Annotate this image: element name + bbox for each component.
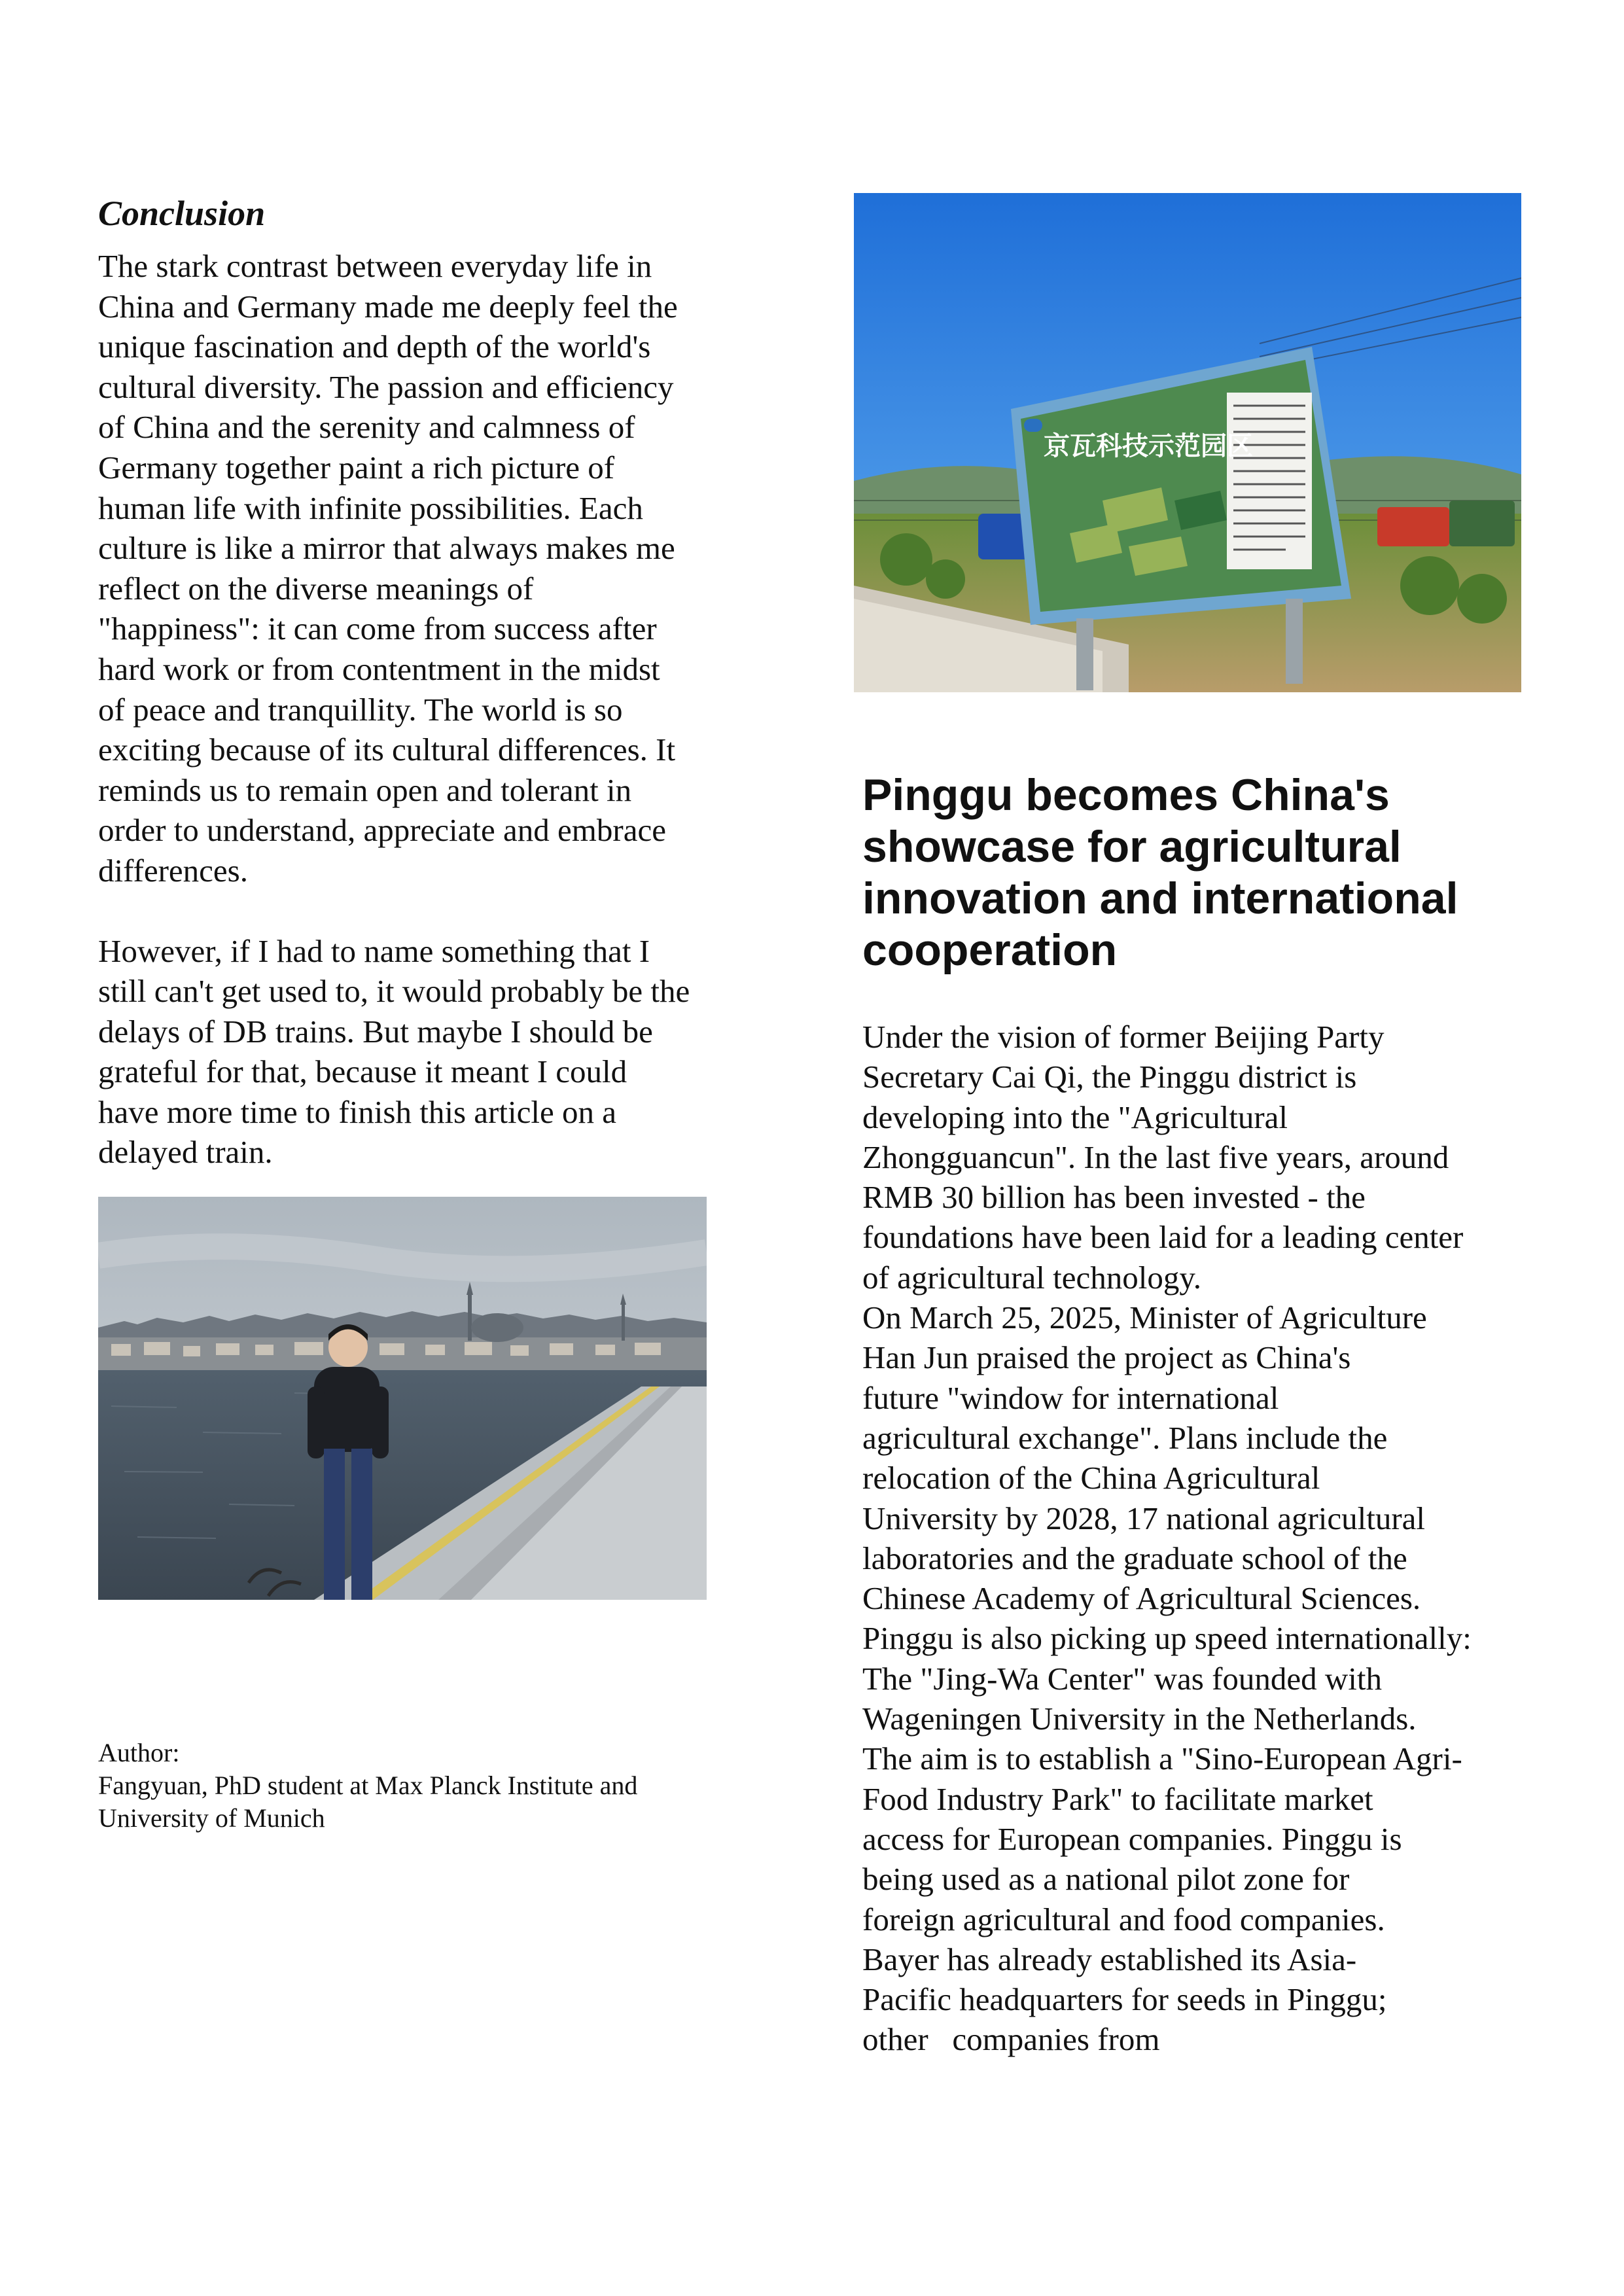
text-line: of China and the serenity and calmness of bbox=[98, 409, 635, 446]
text-line: developing into the "Agricultural bbox=[862, 1099, 1288, 1135]
text-line: future "window for international bbox=[862, 1379, 1279, 1416]
author-line: University of Munich bbox=[98, 1803, 325, 1833]
text-line: University by 2028, 17 national agricultural bbox=[862, 1500, 1426, 1536]
text-line: foreign agricultural and food companies. bbox=[862, 1901, 1385, 1937]
sign-title: 京瓦科技示范园区 bbox=[1044, 431, 1253, 461]
headline-line: showcase for agricultural bbox=[862, 822, 1402, 872]
text-line: laboratories and the graduate school of the bbox=[862, 1540, 1407, 1576]
text-line: differences. bbox=[98, 852, 248, 889]
conclusion-paragraph-2 bbox=[98, 931, 772, 1173]
text-line: Pacific headquarters for seeds in Pinggu; bbox=[862, 1981, 1387, 2018]
conclusion-heading: Conclusion bbox=[98, 194, 266, 233]
text-line: The stark contrast between everyday life in bbox=[98, 248, 652, 284]
text-line: relocation of the China Agricultural bbox=[862, 1460, 1320, 1496]
text-line: reminds us to remain open and tolerant in bbox=[98, 771, 632, 808]
text-line: agricultural exchange". Plans include the bbox=[862, 1419, 1388, 1456]
author-credit bbox=[98, 1737, 792, 1835]
author-line: Fangyuan, PhD student at Max Planck Institute and bbox=[98, 1771, 638, 1800]
agriculture-park-image bbox=[854, 193, 1521, 692]
author-photo bbox=[98, 1197, 707, 1600]
text-line: have more time to finish this article on a bbox=[98, 1093, 616, 1130]
article-headline bbox=[862, 769, 1556, 976]
text-line: culture is like a mirror that always makes me bbox=[98, 530, 675, 567]
conclusion-paragraph-1 bbox=[98, 246, 772, 891]
headline-line: innovation and international bbox=[862, 874, 1458, 923]
text-line: delays of DB trains. But maybe I should be bbox=[98, 1013, 653, 1050]
text-line: cultural diversity. The passion and efficiency bbox=[98, 368, 674, 405]
text-line: Bayer has already established its Asia- bbox=[862, 1941, 1357, 1977]
author-label: Author: bbox=[98, 1738, 180, 1767]
text-line: unique fascination and depth of the world's bbox=[98, 328, 651, 365]
text-line: Chinese Academy of Agricultural Sciences. bbox=[862, 1580, 1421, 1617]
article-body bbox=[862, 1017, 1556, 2060]
agriculture-park-photo bbox=[854, 193, 1521, 692]
text-line: access for European companies. Pinggu is bbox=[862, 1820, 1402, 1857]
conclusion-section bbox=[98, 190, 772, 1173]
text-line: hard work or from contentment in the midst bbox=[98, 650, 660, 687]
text-line: "happiness": it can come from success after bbox=[98, 610, 657, 647]
text-line: Under the vision of former Beijing Party bbox=[862, 1019, 1385, 1055]
text-line: China and Germany made me deeply feel the bbox=[98, 288, 678, 325]
headline-line: Pinggu becomes China's bbox=[862, 770, 1390, 820]
text-line: still can't get used to, it would probably be the bbox=[98, 973, 690, 1010]
text-line: order to understand, appreciate and embrace bbox=[98, 812, 666, 849]
text-line: exciting because of its cultural differences. It bbox=[98, 732, 676, 768]
text-line: delayed train. bbox=[98, 1134, 273, 1171]
text-line: Pinggu is also picking up speed internationally: bbox=[862, 1620, 1472, 1657]
text-line: Secretary Cai Qi, the Pinggu district is bbox=[862, 1059, 1357, 1095]
text-line: other companies from bbox=[862, 2021, 1160, 2058]
text-line: Zhongguancun". In the last five years, around bbox=[862, 1139, 1449, 1175]
text-line: human life with infinite possibilities. Each bbox=[98, 489, 643, 526]
text-line: reflect on the diverse meanings of bbox=[98, 570, 534, 607]
text-line: Wageningen University in the Netherlands. bbox=[862, 1701, 1417, 1737]
paragraph-gap bbox=[98, 891, 772, 931]
author-photo-image bbox=[98, 1197, 707, 1600]
text-line: However, if I had to name something that I bbox=[98, 932, 650, 969]
text-line: RMB 30 billion has been invested - the bbox=[862, 1179, 1366, 1216]
text-line: On March 25, 2025, Minister of Agriculture bbox=[862, 1299, 1427, 1336]
text-line: grateful for that, because it meant I could bbox=[98, 1053, 627, 1090]
headline-line: cooperation bbox=[862, 925, 1118, 975]
text-line: Han Jun praised the project as China's bbox=[862, 1339, 1351, 1376]
text-line: being used as a national pilot zone for bbox=[862, 1861, 1350, 1898]
text-line: The "Jing-Wa Center" was founded with bbox=[862, 1660, 1383, 1697]
text-line: foundations have been laid for a leading center bbox=[862, 1219, 1464, 1256]
text-line: of agricultural technology. bbox=[862, 1259, 1201, 1296]
text-line: Germany together paint a rich picture of bbox=[98, 449, 615, 486]
text-line: Food Industry Park" to facilitate market bbox=[862, 1780, 1373, 1817]
text-line: The aim is to establish a "Sino-European Agri- bbox=[862, 1740, 1462, 1777]
text-line: of peace and tranquillity. The world is so bbox=[98, 691, 623, 728]
